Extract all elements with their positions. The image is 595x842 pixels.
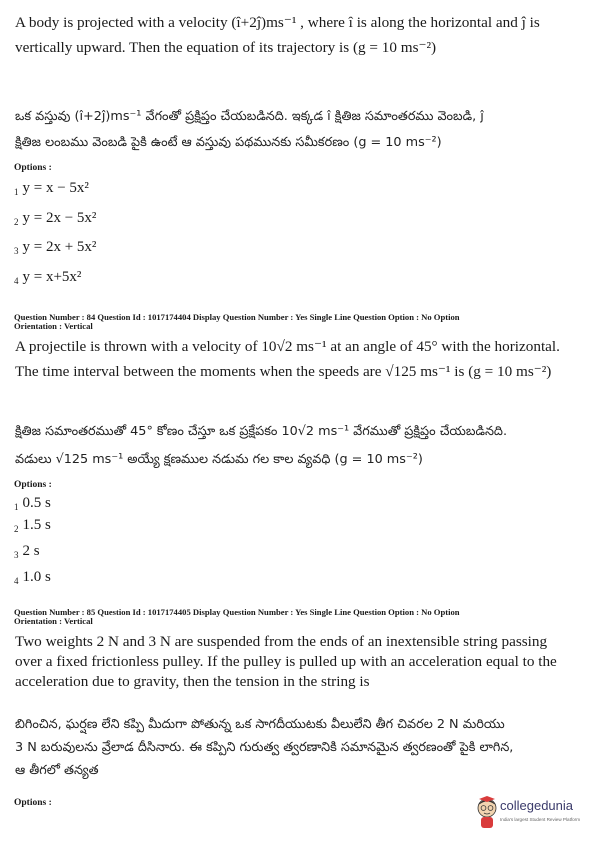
- option-number: 1: [14, 502, 19, 512]
- question-83-english: [15, 12, 583, 58]
- question-text-line: over a fixed frictionless pulley. If the pulley is pulled up with an acceleration equal to the: [15, 653, 557, 670]
- question-84-telugu: [15, 421, 585, 471]
- option-number: 4: [14, 276, 19, 286]
- question-85-telugu: [15, 713, 585, 782]
- logo-tagline: India's largest Student Review Platform: [500, 817, 581, 822]
- option-number: 3: [14, 550, 19, 560]
- question-85-english: [15, 632, 583, 692]
- option-4[interactable]: [14, 268, 81, 290]
- meta-line: Question Number : 85 Question Id : 1017174405 Display Question Number : Yes Single Line Question Option : No Option: [14, 607, 460, 617]
- option-2[interactable]: [14, 209, 96, 231]
- question-text-line: క్షితిజ సమాంతరముతో 45° కోణం చేస్తూ ఒక ప్రక్షేపకం 10√2 ms⁻¹ వేగముతో ప్రక్షిప్తం చేయబడినది.: [15, 424, 508, 439]
- logo-wordmark: collegedunia: [500, 798, 574, 813]
- option-text: y = 2x − 5x²: [22, 210, 97, 226]
- option-number: 4: [14, 576, 19, 586]
- question-text-line: 3 N బరువులను వ్రేలాడ దీసినారు. ఈ కప్పిని గురుత్వ త్వరణానికి సమానమైన త్వరణంతో పైకి లాగిన,: [15, 740, 514, 755]
- question-text-line: acceleration due to gravity, then the tension in the string is: [15, 673, 370, 690]
- options-label: Options :: [14, 798, 52, 808]
- question-text-line: vertically upward. Then the equation of its trajectory is (g = 10 ms⁻²): [15, 39, 437, 56]
- meta-line: Orientation : Vertical: [14, 321, 93, 332]
- options-label: Options :: [14, 480, 52, 490]
- question-text-line: ఆ తీగలో తన్యత: [15, 763, 99, 778]
- option-3[interactable]: [14, 542, 40, 564]
- option-number: 2: [14, 524, 19, 534]
- question-text-line: క్షితిజ లంబము వెంబడి పైకి ఉంటే ఆ వస్తువు పథమునకు సమీకరణం (g = 10 ms⁻²): [15, 135, 442, 150]
- option-text: 0.5 s: [22, 495, 51, 511]
- question-text-line: A projectile is thrown with a velocity of 10√2 ms⁻¹ at an angle of 45° with the horizontal.: [15, 338, 560, 355]
- meta-line: Question Number : 84 Question Id : 1017174404 Display Question Number : Yes Single Line Question Option : No Option: [14, 312, 460, 322]
- option-4[interactable]: [14, 568, 51, 590]
- option-text: 1.5 s: [22, 517, 51, 533]
- option-text: 1.0 s: [22, 569, 51, 585]
- option-1[interactable]: [14, 179, 89, 201]
- mascot-icon: [476, 796, 498, 830]
- option-text: 2 s: [22, 543, 40, 559]
- option-number: 3: [14, 246, 19, 256]
- option-1[interactable]: [14, 494, 51, 516]
- question-84-english: [15, 336, 583, 382]
- question-85-meta: [14, 608, 584, 627]
- question-83-telugu: [15, 106, 585, 154]
- question-text-line: వడులు √125 ms⁻¹ అయ్యే క్షణముల నడుమ గల కాల వ్యవధి (g = 10 ms⁻²): [15, 452, 423, 467]
- option-text: y = x+5x²: [22, 269, 82, 285]
- option-text: y = x − 5x²: [22, 180, 89, 196]
- collegedunia-logo: [476, 796, 591, 832]
- question-text-line: The time interval between the moments when the speeds are √125 ms⁻¹ is (g = 10 ms⁻²): [15, 363, 552, 380]
- question-text-line: ఒక వస్తువు (î+2ĵ)ms⁻¹ వేగంతో ప్రక్షిప్తం చేయబడినది. ఇక్కడ î క్షితిజ సమాంతరము వెంబడి, ĵ: [15, 109, 484, 124]
- option-number: 1: [14, 187, 19, 197]
- options-label: Options :: [14, 163, 52, 173]
- question-text-line: Two weights 2 N and 3 N are suspended from the ends of an inextensible string passing: [15, 633, 548, 650]
- option-text: y = 2x + 5x²: [22, 239, 97, 255]
- option-2[interactable]: [14, 516, 51, 538]
- question-84-meta: [14, 313, 584, 332]
- question-text-line: బిగించిన, ఘర్షణ లేని కప్పి మీదుగా పోతున్న ఒక సాగదీయుటకు వీలులేని తీగ చివరల 2 N మరియు: [15, 717, 505, 732]
- option-number: 2: [14, 217, 19, 227]
- option-3[interactable]: [14, 238, 96, 260]
- meta-line: Orientation : Vertical: [14, 616, 93, 627]
- question-text-line: A body is projected with a velocity (î+2ĵ)ms⁻¹ , where î is along the horizontal and ĵ is: [15, 14, 540, 31]
